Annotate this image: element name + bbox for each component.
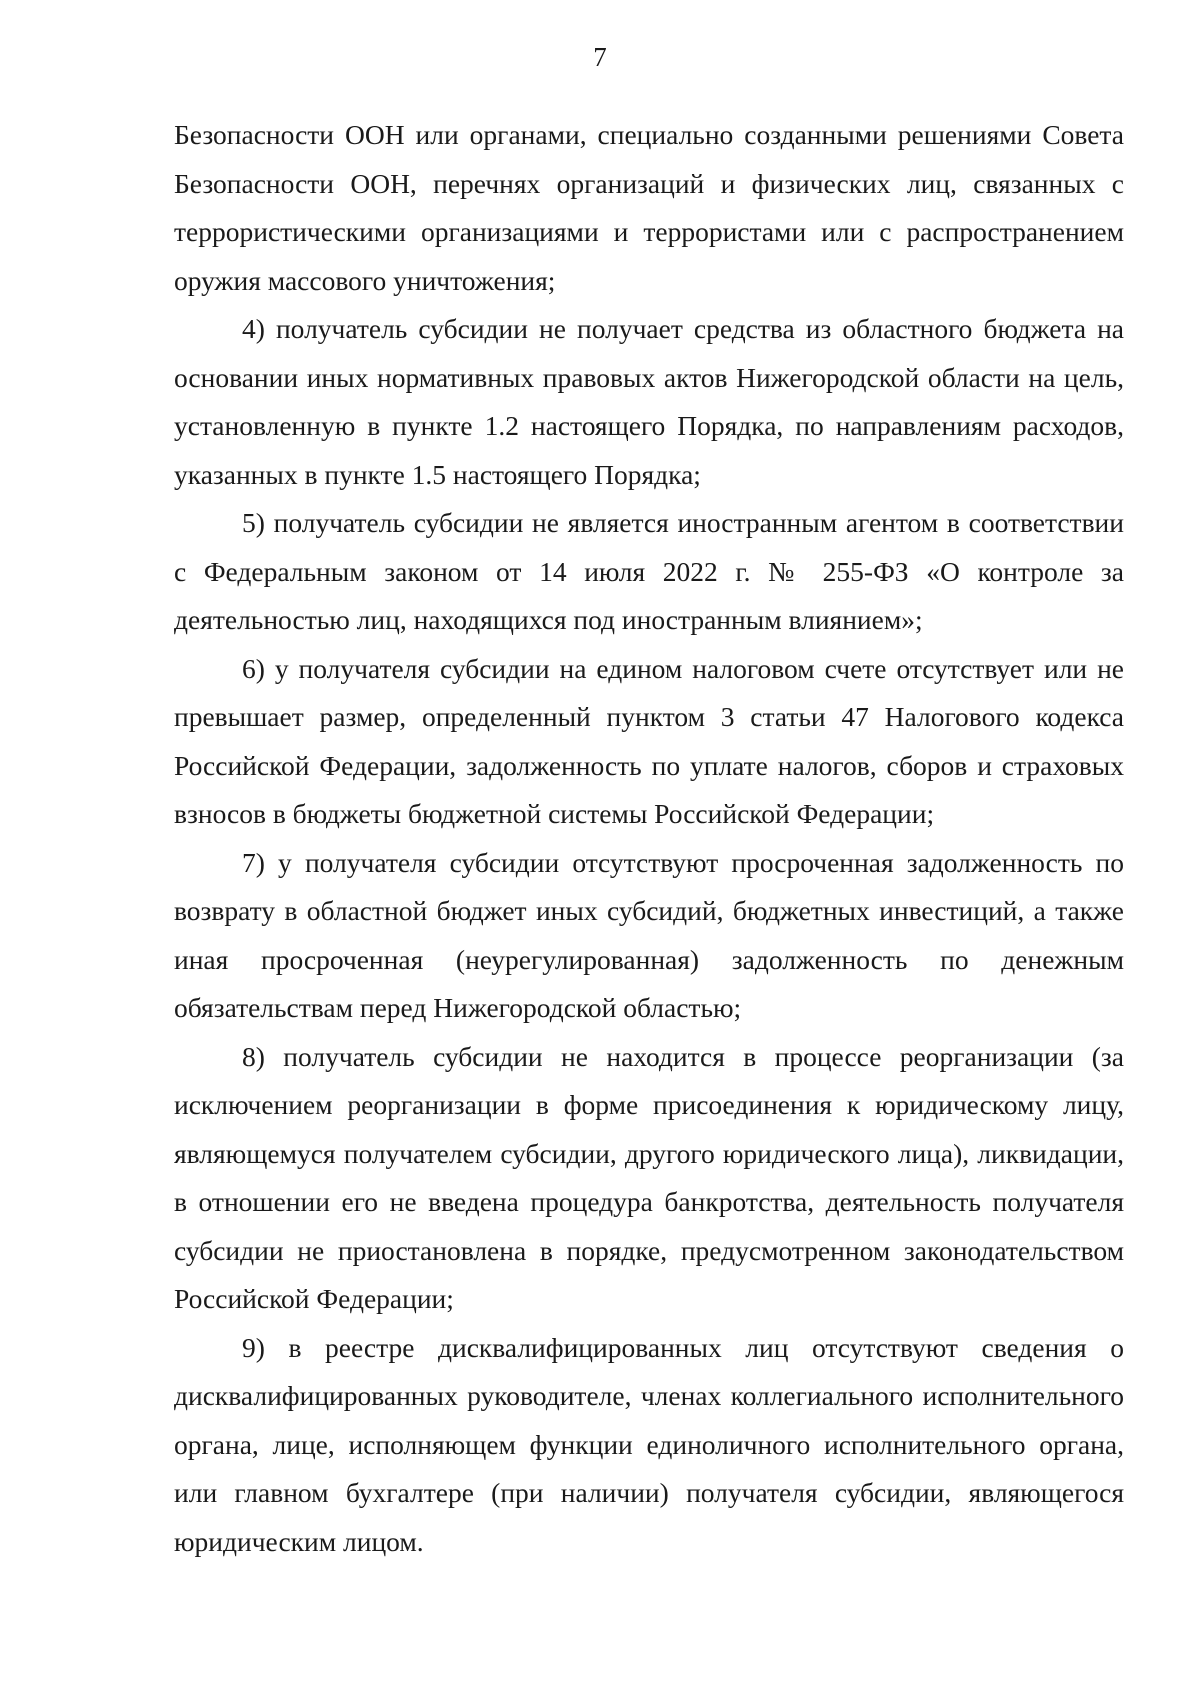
page-number: 7	[593, 42, 607, 72]
paragraph-item-6: 6) у получателя субсидии на едином налоговом счете отсутствует или не превышает размер, определенный пунктом 3 статьи 47 Налогового кодекса Российской Федерации, задолженность по уплате налогов, сборов и страховых взносов в бюджеты бюджетной системы Российской Федерации;	[174, 652, 1124, 829]
paragraph-item-5: 5) получатель субсидии не является иностранным агентом в соответствии с Федеральным законом от 14 июля 2022 г. № 255-ФЗ «О контроле за деятельностью лиц, находящихся под иностранным влиянием»;	[174, 507, 1124, 635]
paragraph-item-7: 7) у получателя субсидии отсутствуют просроченная задолженность по возврату в областной бюджет иных субсидий, бюджетных инвестиций, а также иная просроченная (неурегулированная) задолженность по денежным обязательствам перед Нижегородской областью;	[174, 846, 1124, 1023]
document-body	[174, 111, 1124, 1566]
paragraph-continuation: Безопасности ООН или органами, специально созданными решениями Совета Безопасности ООН, перечнях организаций и физических лиц, связанных с террористическими организациями и террористами или с распространением оружия массового уничтожения;	[174, 119, 1124, 296]
paragraph-item-8: 8) получатель субсидии не находится в процессе реорганизации (за исключением реорганизации в форме присоединения к юридическому лицу, являющемуся получателем субсидии, другого юридического лица), ликвидации, в отношении его не введена процедура банкротства, деятельность получателя субсидии не приостановлена в порядке, предусмотренном законодательством Российской Федерации;	[174, 1040, 1124, 1314]
paragraph-item-4: 4) получатель субсидии не получает средства из областного бюджета на основании иных нормативных правовых актов Нижегородской области на цель, установленную в пункте 1.2 настоящего Порядка, по направлениям расходов, указанных в пункте 1.5 настоящего Порядка;	[174, 313, 1124, 490]
paragraph-item-9: 9) в реестре дисквалифицированных лиц отсутствуют сведения о дисквалифицированных руководителе, членах коллегиального исполнительного органа, лице, исполняющем функции единоличного исполнительного органа, или главном бухгалтере (при наличии) получателя субсидии, являющегося юридическим лицом.	[174, 1331, 1124, 1557]
